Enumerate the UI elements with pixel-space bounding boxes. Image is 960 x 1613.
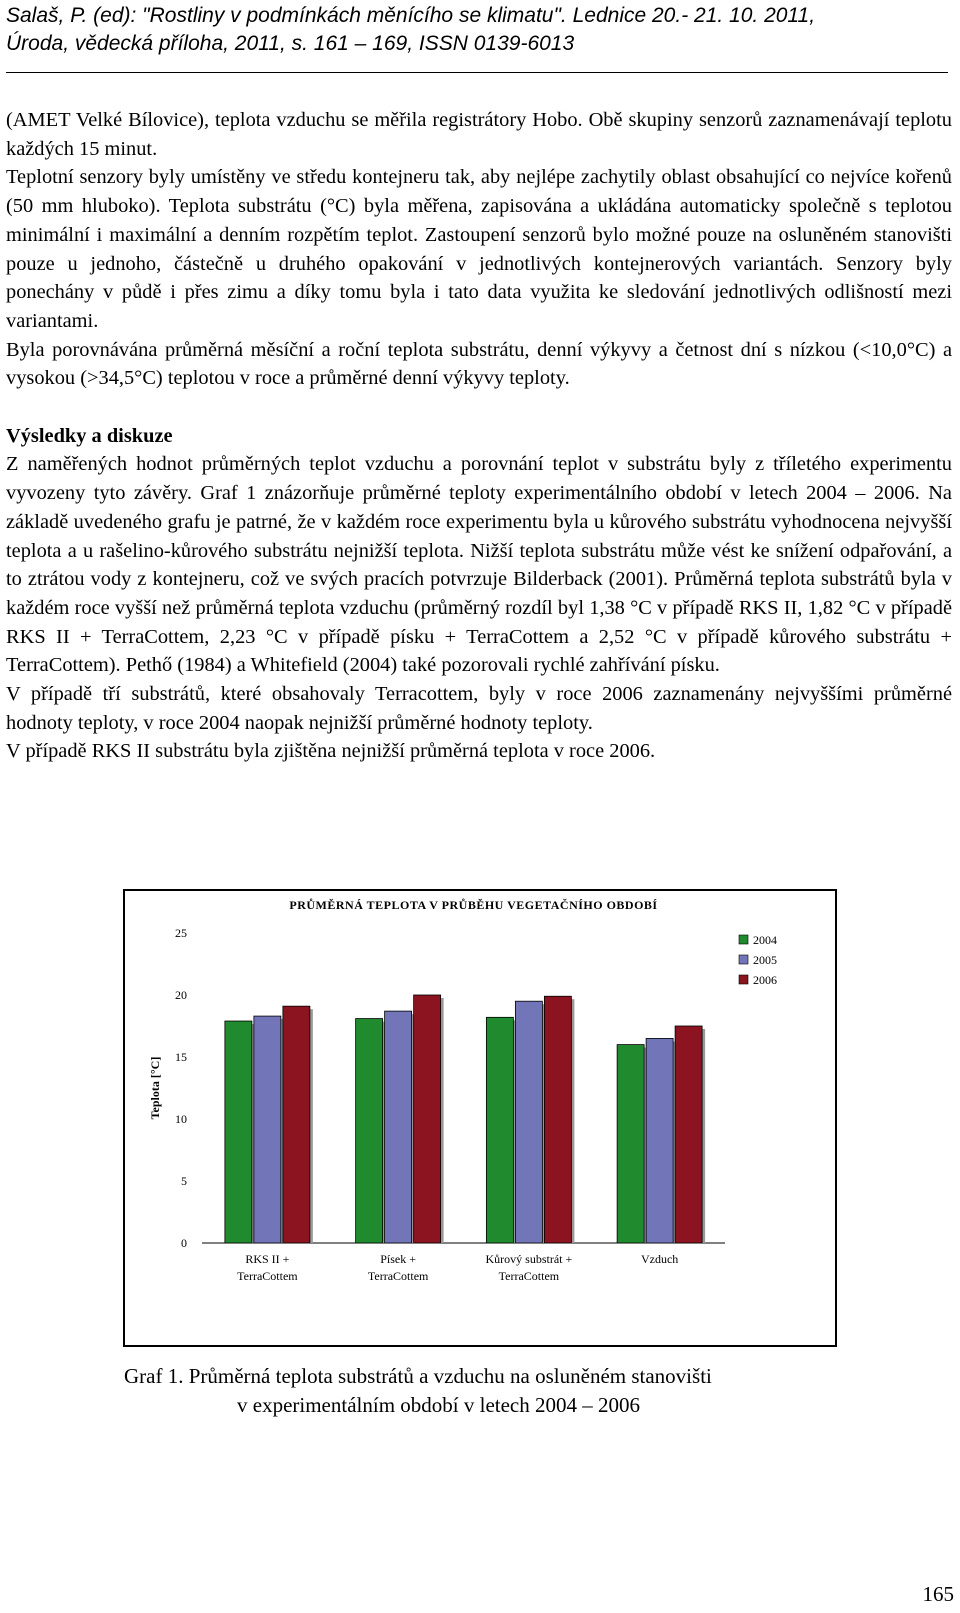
chart-title: PRŮMĚRNÁ TEPLOTA V PRŮBĚHU VEGETAČNÍHO OBDOBÍ	[289, 898, 658, 912]
running-header	[6, 0, 946, 58]
paragraph-sensor-placement: Teplotní senzory byly umístěny ve středu kontejneru tak, aby nejlépe zachytily oblast obsahující co nejvíce kořenů (50 mm hluboko). Teplota substrátu (°C) byla měřena, zapisována a ukládána automaticky společně s teplotou minimální i maximální a denním rozpětím teplot. Zastoupení senzorů bylo možné pouze na osluněném stanovišti pouze u jednoho, částečně u druhého opakování v jednotlivých kontejnerových variantách. Senzory byly ponechány v půdě i přes zimu a díky tomu byla i tato data využita ke sledování jednotlivých odlišností mezi variantami.	[6, 166, 952, 332]
paragraph-terracottem: V případě tří substrátů, které obsahovaly Terracottem, byly v roce 2006 zaznamenány nejvyššími průměrné hodnoty teploty, v roce 2004 naopak nejnižší průměrné hodnoty teploty.	[6, 683, 952, 734]
caption-line-2: v experimentálním období v letech 2004 – 2006	[237, 1393, 640, 1417]
article-body	[6, 106, 952, 766]
y-tick-label-0: 0	[181, 1236, 187, 1250]
bar-2005-2	[515, 1001, 542, 1243]
bar-2006-2	[544, 996, 571, 1243]
legend-label-2005: 2005	[753, 953, 777, 967]
x-category-label-3-0: Vzduch	[640, 1252, 679, 1266]
paragraph-sensors-intro: (AMET Velké Bílovice), teplota vzduchu se měřila registrátory Hobo. Obě skupiny senzorů zaznamenávají teplotu každých 15 minut.	[6, 109, 952, 160]
x-category-label-2-0: Kůrový substrát +	[485, 1252, 573, 1266]
y-tick-label-4: 20	[175, 988, 187, 1002]
bar-chart	[125, 891, 835, 1345]
caption-line-1: Graf 1. Průměrná teplota substrátů a vzduchu na osluněném stanovišti	[124, 1364, 712, 1388]
bar-2004-2	[486, 1017, 513, 1243]
x-category-label-1-1: TerraCottem	[367, 1269, 429, 1283]
page-number: 165	[922, 1582, 954, 1606]
y-tick-label-5: 25	[175, 926, 187, 940]
y-tick-label-1: 5	[181, 1174, 187, 1188]
x-category-label-0-1: TerraCottem	[237, 1269, 298, 1283]
paragraph-rks: V případě RKS II substrátu byla zjištěna nejnižší průměrná teplota v roce 2006.	[6, 740, 656, 763]
bar-2006-0	[283, 1006, 310, 1243]
legend-label-2004: 2004	[753, 933, 777, 947]
paragraph-comparison: Byla porovnávána průměrná měsíční a roční teplota substrátu, denní výkyvy a četnost dní s nízkou (<10,0°C) a vysokou (>34,5°C) teplotou v roce a průměrné denní výkyvy teploty.	[6, 338, 952, 390]
bar-2004-0	[225, 1021, 252, 1243]
x-category-label-2-1: TerraCottem	[498, 1269, 560, 1283]
bar-2005-0	[254, 1016, 281, 1243]
bar-2006-1	[414, 995, 441, 1243]
bar-2006-3	[675, 1026, 702, 1243]
header-citation-line-1: Salaš, P. (ed): "Rostliny v podmínkách měnícího se klimatu". Lednice 20.- 21. 10. 2011,	[6, 4, 816, 27]
y-tick-label-2: 10	[175, 1112, 187, 1126]
bar-2005-3	[646, 1038, 673, 1243]
paragraph-results: Z naměřených hodnot průměrných teplot vzduchu a porovnání teplot v substrátu byly z tříletého experimentu vyvozeny tyto závěry. Graf 1 znázorňuje průměrné teploty experimentálního období v letech 2004 – 2006. Na základě uvedeného grafu je patrné, že v každém roce experimentu byla u kůrového substrátu vyhodnocena nejvyšší teplota a u rašelino-kůrového substrátu nejnižší teplota. Nižší teplota substrátu může vést ke snížení odpařování, a to ztrátou vody z kontejneru, což ve svých pracích potvrzuje Bilderback (2001). Průměrná teplota substrátů byla v každém roce vyšší než průměrná teplota vzduchu (průměrný rozdíl byl 1,38 °C v případě RKS II, 1,82 °C v případě RKS II + TerraCottem, 2,23 °C v případě písku + TerraCottem a 2,52 °C v případě kůrového substrátu + TerraCottem). Pethő (1984) a Whitefield (2004) také pozorovali rychlé zahřívání písku.	[6, 453, 952, 677]
x-category-label-0-0: RKS II +	[245, 1252, 290, 1266]
header-rule	[6, 72, 948, 73]
legend-swatch-2005	[739, 955, 748, 964]
section-heading-results: Výsledky a diskuze	[6, 424, 173, 447]
legend-swatch-2004	[739, 935, 748, 944]
bar-2005-1	[385, 1011, 412, 1243]
bar-2004-1	[356, 1019, 383, 1243]
figure-chart	[123, 889, 837, 1347]
legend-swatch-2006	[739, 975, 748, 984]
bar-2004-3	[617, 1045, 644, 1243]
legend-label-2006: 2006	[753, 973, 777, 987]
y-tick-label-3: 15	[175, 1050, 187, 1064]
x-category-label-1-0: Písek +	[380, 1252, 417, 1266]
y-axis-label: Teplota [°C]	[148, 1056, 162, 1120]
header-citation-line-2: Úroda, vědecká příloha, 2011, s. 161 – 169, ISSN 0139-6013	[6, 32, 575, 55]
figure-caption	[124, 1362, 844, 1420]
